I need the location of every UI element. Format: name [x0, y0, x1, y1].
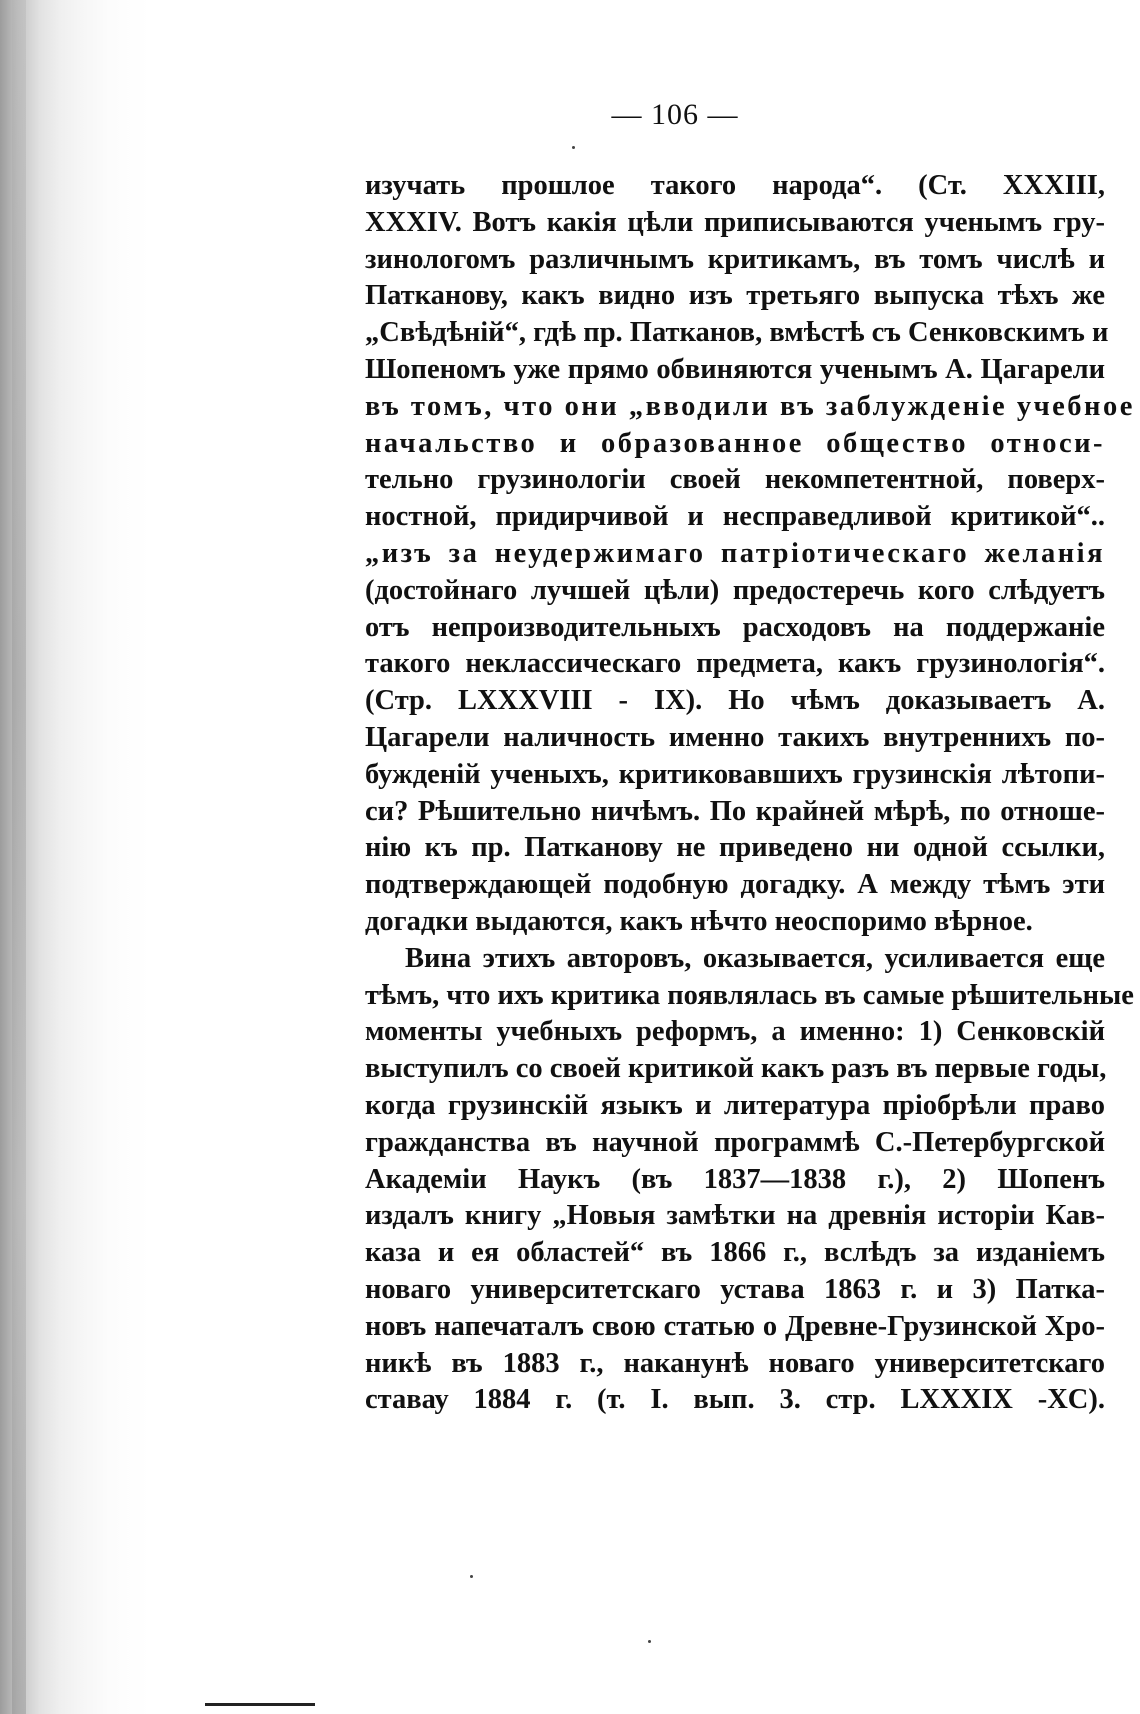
text-line: когда грузинскій языкъ и литература пріобрѣли право	[365, 1089, 1105, 1121]
text-line: Патканову, какъ видно изъ третьяго выпуска тѣхъ же	[365, 280, 1105, 312]
text-line: каза и ея областей“ въ 1866 г., вслѣдъ за изданіемъ	[365, 1237, 1105, 1269]
text-line: „Свѣдѣній“, гдѣ пр. Патканов, вмѣстѣ съ Сенковскимъ и	[365, 317, 1109, 349]
binding-gutter-streak	[12, 0, 26, 1714]
text-line: изучать прошлое такого народа“. (Ст. XXXIII,	[365, 170, 1105, 201]
paragraph-2	[365, 941, 1134, 1419]
text-line: никѣ въ 1883 г., наканунѣ новаго университетскаго	[365, 1347, 1105, 1379]
text-line: (Стр. LXXXVIII - IX). Но чѣмъ доказываетъ А.	[365, 685, 1105, 717]
print-speck	[648, 1640, 651, 1643]
print-speck	[470, 1575, 473, 1578]
text-line: Вина этихъ авторовъ, оказывается, усиливается еще	[405, 942, 1105, 974]
text-line: „изъ за неудержимаго патріотическаго желанія	[365, 537, 1105, 569]
text-line: гражданства въ научной программѣ С.-Петербургской	[365, 1126, 1105, 1158]
print-speck	[572, 146, 575, 149]
text-line: Цагарели наличность именно такихъ внутреннихъ по-	[365, 721, 1105, 753]
text-line: выступилъ со своей критикой какъ разъ въ первые годы,	[365, 1053, 1107, 1085]
text-line: бужденій ученыхъ, критиковавшихъ грузинскія лѣтопи-	[365, 758, 1105, 790]
text-line: тельно грузинологіи своей некомпетентной, поверх-	[365, 464, 1105, 496]
page-number: — 106 —	[611, 98, 739, 131]
text-line: отъ непроизводительныхъ расходовъ на поддержаніе	[365, 611, 1105, 643]
text-line: зинологомъ различнымъ критикамъ, въ томъ числѣ и	[365, 243, 1105, 275]
paragraph-1	[365, 168, 1135, 941]
text-line: моменты учебныхъ реформъ, а именно: 1) Сенковскій	[365, 1016, 1105, 1048]
text-line: тѣмъ, что ихъ критика появлялась въ самые рѣшительные	[365, 979, 1134, 1011]
text-line: новаго университетскаго устава 1863 г. и 3) Патка-	[365, 1273, 1105, 1305]
bottom-edge-mark	[205, 1703, 315, 1706]
text-line: ностной, придирчивой и несправедливой критикой“..	[365, 501, 1105, 533]
text-line: си? Рѣшительно ничѣмъ. По крайней мѣрѣ, по отноше-	[365, 795, 1105, 827]
text-line: Академіи Наукъ (въ 1837—1838 г.), 2) Шопенъ	[365, 1163, 1105, 1195]
text-line: въ томъ, что они „вводили въ заблужденіе учебное	[365, 390, 1135, 422]
text-line: новъ напечаталъ свою статью о Древне-Грузинской Хро-	[365, 1310, 1105, 1342]
text-line: ставау 1884 г. (т. I. вып. 3. стр. LXXXIX -XC).	[365, 1384, 1105, 1416]
text-line: подтверждающей подобную догадку. А между тѣмъ эти	[365, 869, 1105, 901]
text-line: такого неклассическаго предмета, какъ грузинологія“.	[365, 648, 1105, 680]
text-line: Шопеномъ уже прямо обвиняются ученымъ А. Цагарели	[365, 353, 1105, 385]
text-line: издалъ книгу „Новыя замѣтки на древнія исторіи Кав-	[365, 1200, 1105, 1232]
text-line: XXXIV. Вотъ какія цѣли приписываются ученымъ гру-	[365, 206, 1105, 238]
text-line: нію къ пр. Патканову не приведено ни одной ссылки,	[365, 832, 1105, 864]
text-line: догадки выдаются, какъ нѣчто неоспоримо вѣрное.	[365, 905, 1033, 937]
body-text	[365, 168, 1135, 1419]
text-line: начальство и образованное общество относи-	[365, 427, 1105, 459]
text-line: (достойнаго лучшей цѣли) предостеречь кого слѣдуетъ	[365, 574, 1105, 606]
